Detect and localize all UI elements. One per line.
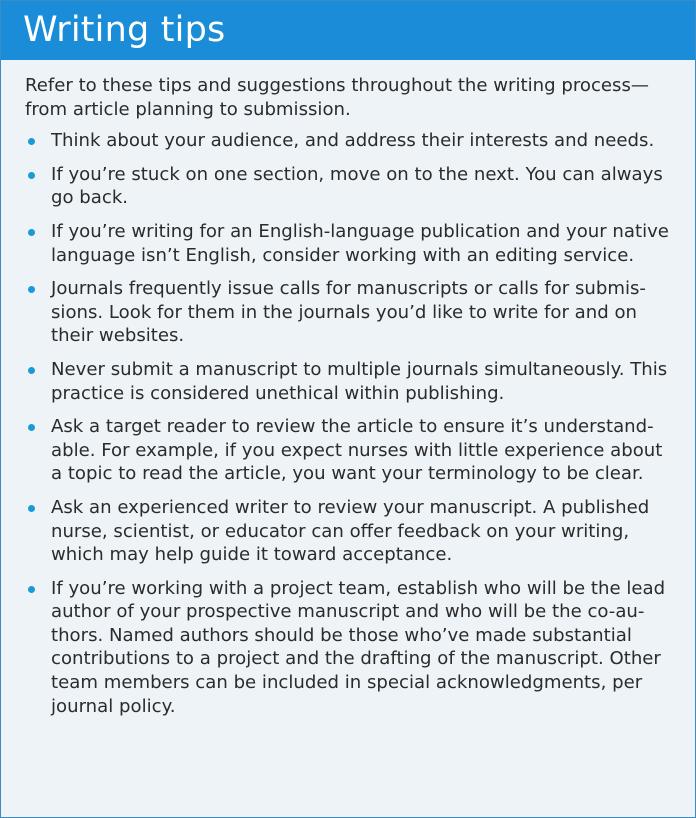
sidebar-content [1, 60, 695, 718]
tip-item [25, 577, 669, 719]
tip-item [25, 129, 669, 153]
tip-item [25, 415, 669, 486]
bullet-icon [28, 505, 35, 512]
tip-item [25, 163, 669, 210]
tip-item [25, 496, 669, 567]
tip-text: If you’re writing for an English-language publication and your native language isn’t English, consider working with an editing service. [51, 220, 669, 266]
tip-text: Ask an experienced writer to review your manuscript. A published nurse, scientist, or educator can offer feedback on your writing, which may help guide it toward acceptance. [51, 496, 650, 566]
bullet-icon [28, 367, 35, 374]
bullet-icon [28, 424, 35, 431]
tip-text: Never submit a manuscript to multiple journals simultaneously. This practice is considered unethical within publishing. [51, 358, 668, 404]
tip-item [25, 277, 669, 348]
bullet-icon [28, 172, 35, 179]
tip-text: Journals frequently issue calls for manuscripts or calls for submis-sions. Look for them in the journals you’d like to write for and on their websites. [51, 278, 646, 347]
tip-text: Ask a target reader to review the article to ensure it’s understand-able. For example, if you expect nurses with little experience about a topic to read the article, you want your terminology to be clear. [51, 416, 663, 485]
sidebar-title: Writing tips [23, 10, 226, 50]
tip-text: If you’re working with a project team, establish who will be the lead author of your prospective manuscript and who will be the co-au-thors. Named authors should be those who’ve made substantial contributions to a project and the drafting of the manuscript. Other team members can be included in special acknowledgments, per journal policy. [51, 577, 666, 717]
bullet-icon [28, 229, 35, 236]
tip-text: If you’re stuck on one section, move on to the next. You can always go back. [51, 163, 663, 209]
tips-list [25, 129, 669, 718]
tip-item [25, 358, 669, 405]
tip-item [25, 220, 669, 267]
intro-text: Refer to these tips and suggestions throughout the writing process—from article planning to submission. [25, 75, 649, 120]
title-banner [1, 1, 695, 60]
tip-text: Think about your audience, and address their interests and needs. [51, 130, 655, 152]
bullet-icon [28, 286, 35, 293]
bullet-icon [28, 138, 35, 145]
bullet-icon [28, 586, 35, 593]
